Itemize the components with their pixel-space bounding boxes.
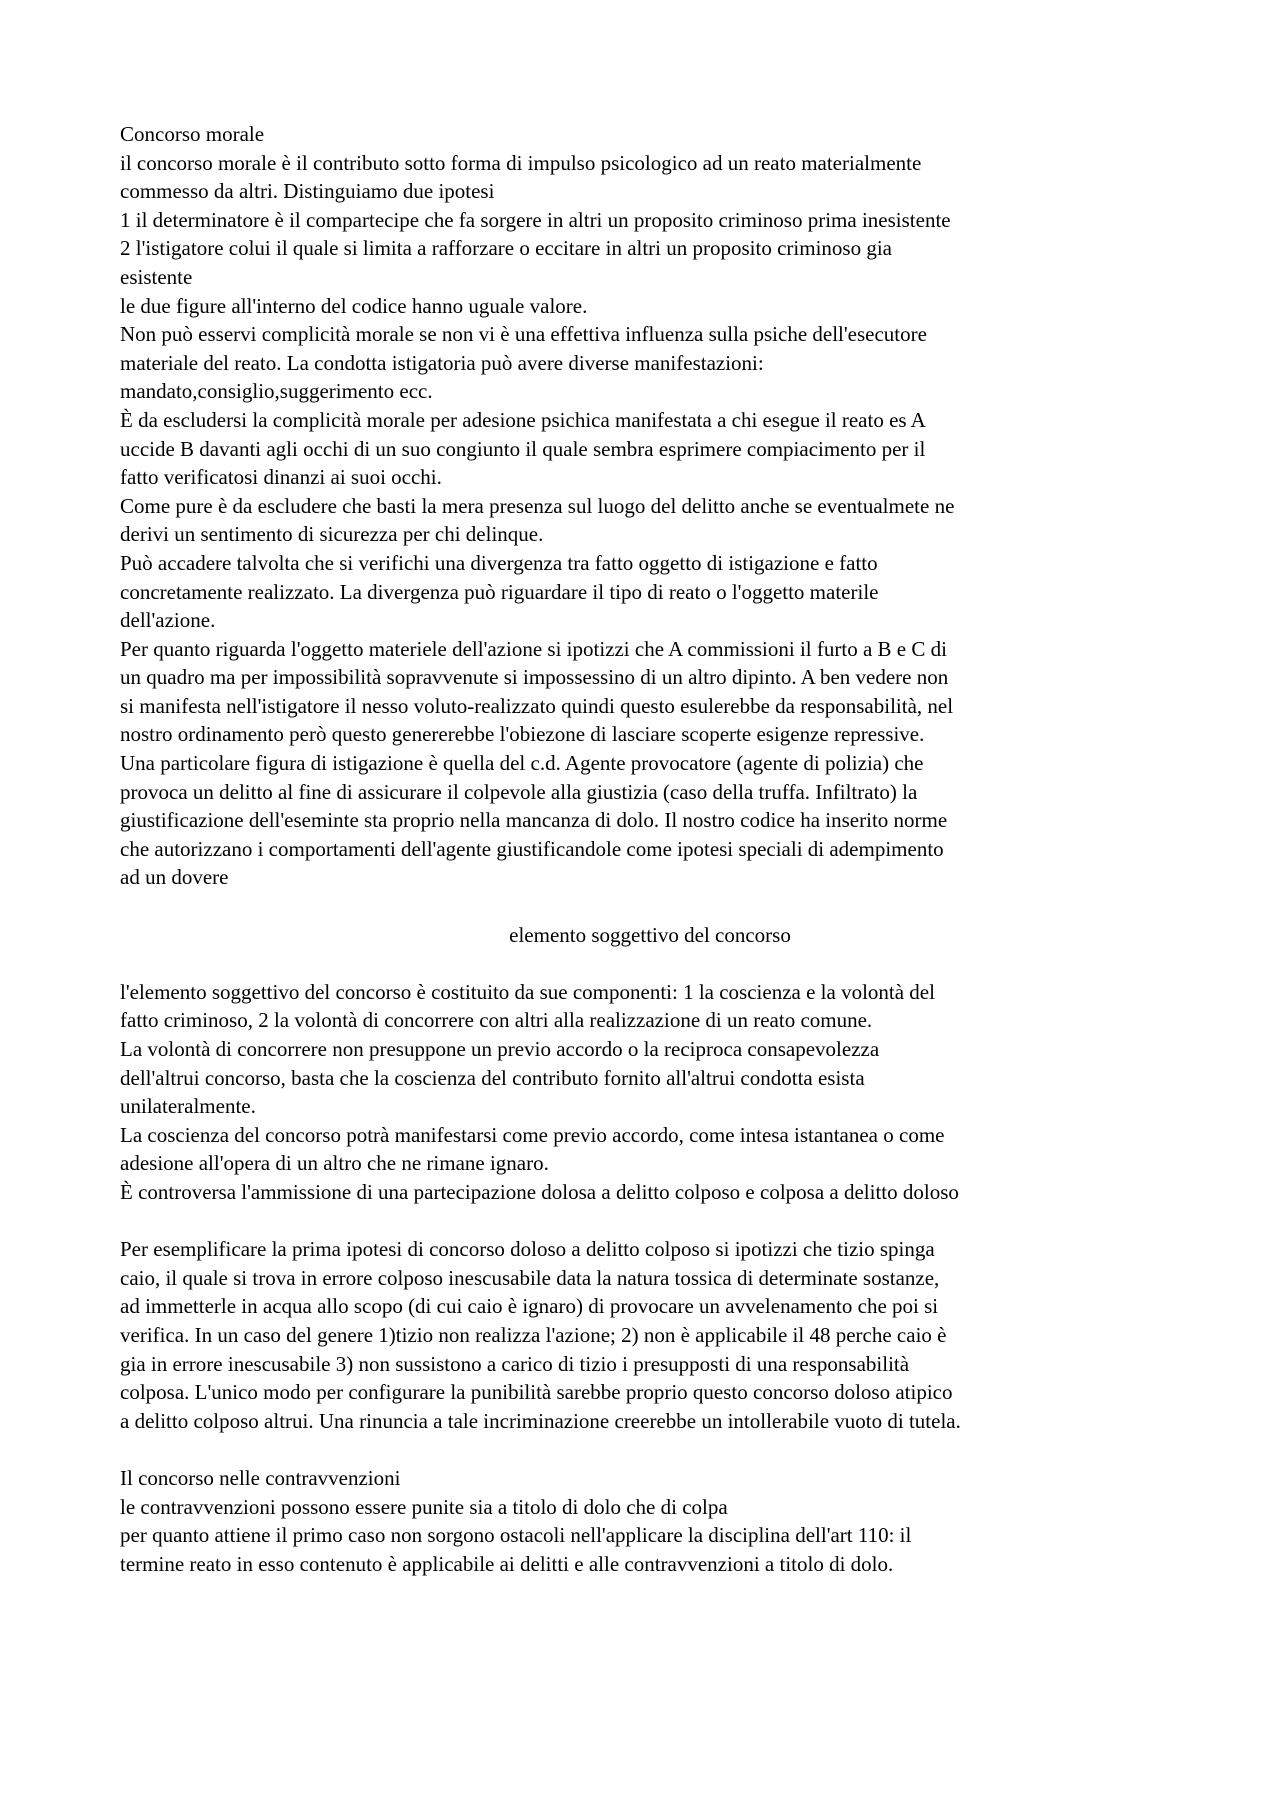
text-line: giustificazione dell'eseminte sta proprio nella mancanza di dolo. Il nostro codice ha inserito norme	[120, 808, 948, 833]
text-line: ad un dovere	[120, 865, 229, 890]
text-line: 2 l'istigatore colui il quale si limita a rafforzare o eccitare in altri un proposito criminoso gia	[120, 236, 892, 261]
text-line: un quadro ma per impossibilità sopravvenute si impossessino di un altro dipinto. A ben vedere non	[120, 665, 949, 690]
text-line: caio, il quale si trova in errore colposo inescusabile data la natura tossica di determinate sostanze,	[120, 1265, 940, 1290]
text-line: È controversa l'ammissione di una partecipazione dolosa a delitto colposo e colposa a delitto doloso	[120, 1179, 959, 1204]
text-line: uccide B davanti agli occhi di un suo congiunto il quale sembra esprimere compiacimento per il	[120, 436, 926, 461]
text-line: fatto criminoso, 2 la volontà di concorrere con altri alla realizzazione di un reato comune.	[120, 1008, 873, 1033]
text-line: derivi un sentimento di sicurezza per chi delinque.	[120, 522, 544, 547]
text-line: Per esemplificare la prima ipotesi di concorso doloso a delitto colposo si ipotizzi che tizio spinga	[120, 1237, 935, 1262]
text-line: La coscienza del concorso potrà manifestarsi come previo accordo, come intesa istantanea o come	[120, 1122, 945, 1147]
text-line: Una particolare figura di istigazione è quella del c.d. Agente provocatore (agente di polizia) che	[120, 751, 924, 776]
document-body	[120, 120, 1180, 1578]
blank-line	[120, 892, 1180, 921]
text-line: mandato,consiglio,suggerimento ecc.	[120, 379, 433, 404]
text-line: È da escludersi la complicità morale per adesione psichica manifestata a chi esegue il reato es A	[120, 407, 926, 432]
section-heading: elemento soggettivo del concorso	[509, 922, 791, 947]
text-line: si manifesta nell'istigatore il nesso voluto-realizzato quindi questo esulerebbe da responsabilità, nel	[120, 693, 954, 718]
text-line: Concorso morale	[120, 122, 265, 146]
blank-line	[120, 1207, 1180, 1236]
text-line: a delitto colposo altrui. Una rinuncia a tale incriminazione creerebbe un intollerabile vuoto di tutela.	[120, 1408, 961, 1433]
blank-line	[120, 949, 1180, 978]
text-line: Non può esservi complicità morale se non vi è una effettiva influenza sulla psiche dell'esecutore	[120, 322, 927, 347]
text-line: Per quanto riguarda l'oggetto materiele dell'azione si ipotizzi che A commissioni il furto a B e C di	[120, 636, 947, 661]
text-line: adesione all'opera di un altro che ne rimane ignaro.	[120, 1151, 549, 1176]
text-line: termine reato in esso contenuto è applicabile ai delitti e alle contravvenzioni a titolo di dolo.	[120, 1551, 894, 1576]
text-line: La volontà di concorrere non presuppone un previo accordo o la reciproca consapevolezza	[120, 1037, 880, 1061]
text-line: le due figure all'interno del codice hanno uguale valore.	[120, 293, 588, 318]
text-line: che autorizzano i comportamenti dell'agente giustificandole come ipotesi speciali di adempimento	[120, 836, 944, 861]
text-line: Il concorso nelle contravvenzioni	[120, 1465, 401, 1490]
text-line: provoca un delitto al fine di assicurare il colpevole alla giustizia (caso della truffa. Infiltrato) la	[120, 779, 918, 804]
text-line: verifica. In un caso del genere 1)tizio non realizza l'azione; 2) non è applicabile il 48 perche caio è	[120, 1322, 947, 1347]
text-line: fatto verificatosi dinanzi ai suoi occhi.	[120, 465, 442, 490]
text-line: dell'azione.	[120, 608, 216, 633]
text-line: dell'altrui concorso, basta che la coscienza del contributo fornito all'altrui condotta esista	[120, 1065, 865, 1090]
text-line: 1 il determinatore è il compartecipe che fa sorgere in altri un proposito criminoso prima inesistente	[120, 207, 951, 232]
text-line: unilateralmente.	[120, 1094, 256, 1119]
text-line: il concorso morale è il contributo sotto forma di impulso psicologico ad un reato materialmente	[120, 150, 922, 175]
blank-line	[120, 1435, 1180, 1464]
text-line: concretamente realizzato. La divergenza può riguardare il tipo di reato o l'oggetto materile	[120, 579, 879, 604]
text-line: esistente	[120, 264, 193, 289]
text-line: commesso da altri. Distinguiamo due ipotesi	[120, 179, 495, 204]
text-line: le contravvenzioni possono essere punite sia a titolo di dolo che di colpa	[120, 1494, 728, 1519]
text-line: materiale del reato. La condotta istigatoria può avere diverse manifestazioni:	[120, 350, 764, 375]
text-line: ad immetterle in acqua allo scopo (di cui caio è ignaro) di provocare un avvelenamento che poi si	[120, 1294, 939, 1319]
text-line: l'elemento soggettivo del concorso è costituito da sue componenti: 1 la coscienza e la volontà del	[120, 979, 935, 1004]
text-line: colposa. L'unico modo per configurare la punibilità sarebbe proprio questo concorso doloso atipico	[120, 1380, 953, 1405]
text-line: per quanto attiene il primo caso non sorgono ostacoli nell'applicare la disciplina dell'art 110: il	[120, 1523, 912, 1548]
text-line: Può accadere talvolta che si verifichi una divergenza tra fatto oggetto di istigazione e fatto	[120, 550, 878, 575]
text-line: nostro ordinamento però questo genererebbe l'obiezone di lasciare scoperte esigenze repressive.	[120, 722, 925, 747]
text-line: Come pure è da escludere che basti la mera presenza sul luogo del delitto anche se eventualmete ne	[120, 493, 955, 518]
text-line: gia in errore inescusabile 3) non sussistono a carico di tizio i presupposti di una responsabilità	[120, 1351, 910, 1376]
